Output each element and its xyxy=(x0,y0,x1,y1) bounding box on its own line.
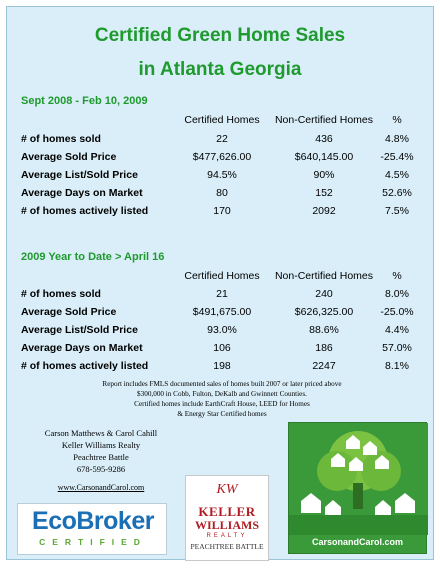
cell-pct: 4.5% xyxy=(385,169,409,181)
row-label: Average Days on Market xyxy=(21,342,143,354)
house-logo-caption: CarsonandCarol.com xyxy=(311,537,404,547)
cell-certified: $491,675.00 xyxy=(192,306,252,318)
cell-pct: 7.5% xyxy=(385,205,409,217)
row-label: Average Days on Market xyxy=(21,187,143,199)
col-head-pct: % xyxy=(392,114,402,126)
cell-certified: $477,626.00 xyxy=(192,151,252,163)
phone-number: 678-595-9286 xyxy=(76,464,126,474)
ecobroker-certified-label: CERTIFIED xyxy=(39,537,147,547)
row-label: Average Sold Price xyxy=(21,306,117,318)
branch-name: Peachtree Battle xyxy=(73,452,129,462)
col-head-certified: Certified Homes xyxy=(184,114,260,126)
kw-branch: PEACHTREE BATTLE xyxy=(190,542,264,551)
report-note xyxy=(77,379,367,419)
cell-pct: 8.1% xyxy=(385,360,409,372)
cell-pct: 52.6% xyxy=(382,187,412,199)
cell-pct: -25.4% xyxy=(380,151,414,163)
row-label: # of homes sold xyxy=(21,133,101,145)
carsonandcarol-logo xyxy=(288,422,427,554)
row-label: # of homes actively listed xyxy=(21,205,149,217)
section-heading-2: 2009 Year to Date > April 16 xyxy=(21,251,165,263)
cell-non-certified: 88.6% xyxy=(309,324,339,336)
cell-certified: 80 xyxy=(216,187,228,199)
col-head-non-certified: Non-Certified Homes xyxy=(274,270,374,282)
ecobroker-wordmark: EcoBroker xyxy=(32,507,154,535)
house-tree-icon xyxy=(289,423,428,535)
row-label: # of homes sold xyxy=(21,288,101,300)
col-head-non-certified: Non-Certified Homes xyxy=(274,114,374,126)
cell-non-certified: 2092 xyxy=(312,205,336,217)
section-heading-1: Sept 2008 - Feb 10, 2009 xyxy=(21,95,148,107)
page-title: Certified Green Home Sales xyxy=(94,25,346,46)
kw-keller: KELLER xyxy=(198,504,256,519)
row-label: Average List/Sold Price xyxy=(21,169,138,181)
col-head-pct: % xyxy=(392,270,402,282)
note-line: $300,000 in Cobb, Fulton, DeKalb and Gwinnett Counties. xyxy=(137,390,307,398)
col-head-certified: Certified Homes xyxy=(184,270,260,282)
cell-non-certified: 186 xyxy=(315,342,333,354)
page-subtitle: in Atlanta Georgia xyxy=(138,59,302,80)
row-label: Average Sold Price xyxy=(21,151,117,163)
cell-pct: 8.0% xyxy=(385,288,409,300)
row-label: Average List/Sold Price xyxy=(21,324,138,336)
website-link[interactable]: www.CarsonandCarol.com xyxy=(57,483,145,492)
cell-certified: 93.0% xyxy=(207,324,237,336)
cell-non-certified: 90% xyxy=(313,169,335,181)
cell-non-certified: 240 xyxy=(315,288,333,300)
kw-seal-icon: KW xyxy=(216,482,238,497)
row-label: # of homes actively listed xyxy=(21,360,149,372)
cell-pct: 57.0% xyxy=(382,342,412,354)
ecobroker-logo xyxy=(17,503,167,555)
note-line: & Energy Star Certified homes xyxy=(177,410,267,418)
kw-williams: WILLIAMS xyxy=(194,518,259,532)
cell-certified: 22 xyxy=(216,133,228,145)
flyer-page xyxy=(6,6,434,560)
note-line: Certified homes include EarthCraft House, LEED for Homes xyxy=(134,400,310,408)
cell-pct: 4.4% xyxy=(385,324,409,336)
cell-non-certified: 436 xyxy=(315,133,333,145)
note-line: Report includes FMLS documented sales of homes built 2007 or later priced above xyxy=(102,380,342,388)
brokerage-name: Keller Williams Realty xyxy=(61,440,141,450)
cell-certified: 198 xyxy=(213,360,231,372)
agent-names: Carson Matthews & Carol Cahill xyxy=(44,428,158,438)
cell-certified: 170 xyxy=(213,205,231,217)
contact-block xyxy=(21,427,181,475)
cell-certified: 21 xyxy=(216,288,228,300)
cell-certified: 106 xyxy=(213,342,231,354)
keller-williams-logo xyxy=(185,475,269,561)
cell-certified: 94.5% xyxy=(207,169,237,181)
cell-pct: -25.0% xyxy=(380,306,414,318)
cell-pct: 4.8% xyxy=(385,133,409,145)
cell-non-certified: 152 xyxy=(315,187,333,199)
cell-non-certified: 2247 xyxy=(312,360,336,372)
cell-non-certified: $626,325.00 xyxy=(294,306,354,318)
cell-non-certified: $640,145.00 xyxy=(294,151,354,163)
kw-realty: REALTY xyxy=(206,533,248,539)
